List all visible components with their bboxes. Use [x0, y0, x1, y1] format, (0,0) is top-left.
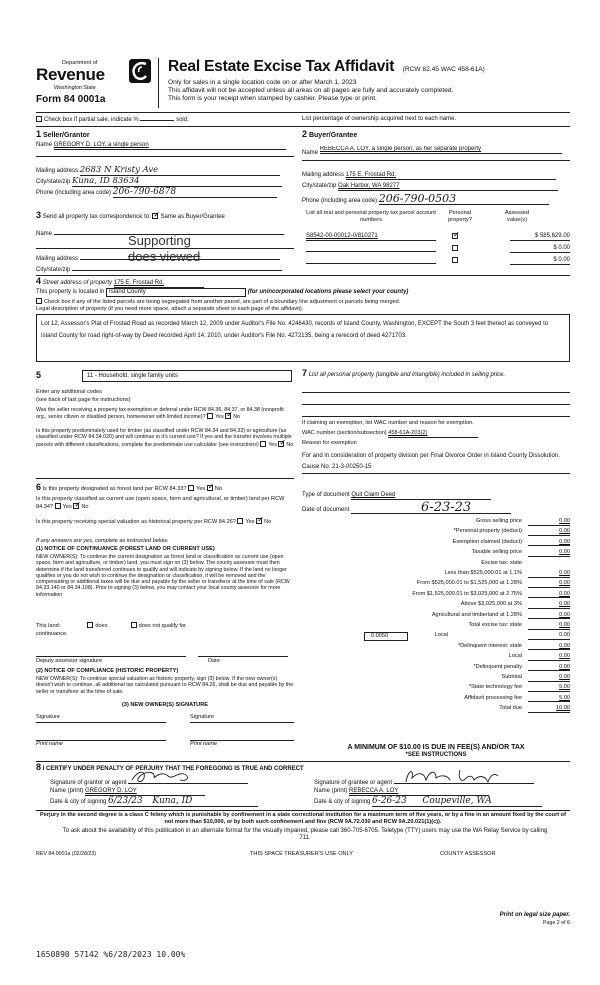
grantor-city: Kuna, ID: [152, 796, 193, 806]
partial-sold: sold.: [176, 117, 189, 123]
deputy-sig-label: Deputy assessor signature: [36, 658, 103, 664]
codes-line-1: Enter any additional codes: [36, 389, 102, 395]
sec3-csz-row: City/state/zip: [36, 265, 294, 274]
seller-mail-row: Mailing address 2683 N Kristy Ave: [36, 166, 294, 176]
fee-row: [302, 653, 570, 662]
fee-label: Excise tax: state: [481, 559, 522, 566]
seller-csz-field[interactable]: Kuna, ID 83634: [72, 177, 282, 187]
rev-code: REV 84 0001a (02/28/23): [36, 851, 97, 857]
fee-row: [302, 643, 570, 652]
fee-value[interactable]: 0.00: [528, 653, 570, 661]
land-does-checkbox[interactable]: [87, 622, 93, 628]
sec3-mail-row: Mailing address: [36, 254, 294, 263]
notice-3-heading: (3) NEW OWNER(S) SIGNATURE: [122, 702, 208, 708]
grantor-name-field[interactable]: GREGORY D. LOY: [85, 788, 205, 796]
seller-csz-row: City/state/zip Kuna, ID 83634: [36, 177, 294, 187]
revenue-logo: [36, 58, 154, 108]
current-use-no-checkbox[interactable]: [73, 503, 79, 509]
land-use-select[interactable]: 11 - Household, single family units: [82, 370, 292, 382]
legal-paper-note: Print on legal size paper.: [499, 912, 570, 918]
fee-row: [302, 674, 570, 683]
fee-label: From $525,000.01 to $1,525,000 at 1.28%: [416, 580, 522, 587]
seller-name-row: Name GREGORY D. LOY, a single person: [36, 142, 294, 150]
assessor-label: COUNTY ASSESSOR: [440, 851, 496, 857]
sec5-q1: Was the seller receiving a property tax exemption or deferral under RCW 84.36, 84.37, or 84.38 (nonprofit org., senior citizen or disabled person, homeowner with limited income)? Yes ✓ No: [36, 407, 294, 421]
form-rcw: (RCW 82.45 WAC 458-61A): [402, 66, 485, 73]
sec3-row: 3 Send all property tax correspondence to: ✓ Same as Buyer/Grantee: [36, 212, 225, 221]
partial-sale-blank[interactable]: [140, 120, 174, 121]
partial-sale-label: Check box if partial sale, indicate %: [44, 117, 139, 123]
grantee-name-row: Name (print) REBECCA A. LOY: [314, 788, 489, 796]
viewed-stamp: does viewed: [128, 249, 201, 264]
sec4-street-row: 4 Street address of property 175 E. Frostad Rd.: [36, 278, 204, 288]
forest-no-checkbox[interactable]: [207, 485, 213, 491]
notice-2-body: NEW OWNER(S): To continue special valuation as historic property, sign (3) below. If the new owner(s) doesn't wish to continue, all additional tax calculated pursuant to RCW 84.26, shall be due and payable by the seller or transferor at the time of sale.: [36, 676, 294, 695]
q2-yes-checkbox[interactable]: [260, 441, 266, 447]
recording-stamp: 1650890 57142 %6/28/2023 10.00%: [36, 950, 186, 959]
fee-label: Total due: [499, 705, 522, 712]
fee-row: [302, 695, 570, 704]
buyer-csz-row: City/state/zip Oak Harbor, WA 98277: [302, 183, 570, 191]
segregation-checkbox[interactable]: [36, 298, 42, 304]
fee-value[interactable]: 0.00: [528, 580, 570, 588]
local-rate-field[interactable]: 0.0050: [364, 632, 408, 641]
fee-value[interactable]: 5.00: [528, 684, 570, 692]
fee-label: From $1,525,000.01 to $3,025,000 at 2.75%: [412, 590, 522, 597]
logo-revenue: Revenue: [36, 65, 105, 84]
buyer-mail-field[interactable]: 175 E. Frostad Rd.: [346, 172, 556, 180]
owner-print-label-2: Print name: [190, 741, 218, 747]
fee-value[interactable]: 0.00: [528, 612, 570, 620]
sec6-q2: Is this property classified as current use (open space, farm and agricultural, or timber) land per RCW 84.34? Yes ✓ No: [36, 496, 294, 510]
legal-desc-label: Legal description of property (if you need more space, attach a separate sheet to each page of the affidavit).: [36, 306, 304, 312]
parcel-value[interactable]: $ 585,629.00: [510, 233, 570, 241]
sec6-q1: 6 Is this property designated as forest land per RCW 84.33? Yes ✓ No: [36, 484, 294, 493]
subtitle-1: Only for sales in a single location code on or after March 1, 2023: [168, 79, 357, 86]
historic-yes-checkbox[interactable]: [237, 518, 243, 524]
fee-label: Subtotal: [501, 674, 522, 680]
fee-value[interactable]: 0.00: [528, 664, 570, 672]
fee-value[interactable]: 0.00: [528, 591, 570, 599]
sec3-mail-field[interactable]: [80, 254, 280, 260]
title-block: [158, 58, 570, 108]
parcels-header-1: List all real and personal property tax parcel account numbers: [306, 210, 436, 223]
fee-label: Affidavit processing fee: [464, 694, 522, 701]
parcel-value[interactable]: $ 0.00: [510, 245, 570, 253]
parcel-row: [306, 233, 570, 242]
fee-label: Exemption claimed (deduct): [452, 538, 522, 545]
sec3-csz-field[interactable]: [72, 265, 282, 271]
grantee-signature-scribble: [402, 766, 502, 786]
owner-print-label-1: Print name: [36, 741, 64, 747]
logo-state: Washington State: [54, 85, 96, 91]
grantor-date: 6/23/23: [108, 796, 143, 806]
list-percentage-note: List percentage of ownership acquired next to each name.: [302, 116, 457, 122]
historic-no-checkbox[interactable]: [256, 518, 262, 524]
fee-label: Taxable selling price: [471, 549, 522, 556]
any-yes-note: If any answers are yes, complete as instructed below.: [36, 538, 169, 544]
grantor-date-row: Date & city of signing 6/23/23 Kuna, ID: [50, 798, 258, 807]
fee-row: [302, 612, 570, 621]
this-land-row: This land: does does not qualify for: [36, 623, 186, 629]
notice-1-body: NEW OWNER(S): To continue the current designation as forest land or classification as current use (open space, farm and agriculture, or timber) land, you must sign on (3) below. The county assessor must then determine if the land transferred continues to qualify and will indicate by signing below. If the land no longer qualifies or you do not wish to continue the designation or classification, it will be removed and the compensating or additional taxes will be due and payable by the seller or transferor at the time of sale (RCW 84.33.140 or 84.34.108). Prior to signing (3) below, you may contact your local county assessor for more information: [36, 554, 290, 598]
buyer-csz-field[interactable]: Oak Harbor, WA 98277: [338, 183, 558, 191]
parcel-row: [306, 257, 570, 266]
certify-row: 8 I CERTIFY UNDER PENALTY OF PERJURY THAT THE FOREGOING IS TRUE AND CORRECT: [36, 762, 304, 772]
grantor-name-row: Name (print) GREGORY D. LOY: [50, 788, 205, 796]
owner-sig-label-2: Signature: [190, 714, 214, 720]
local-value[interactable]: 0.00: [528, 632, 570, 640]
fee-label: *State technology fee: [468, 684, 522, 691]
local-label: Local: [434, 632, 448, 639]
fee-label: Total excise tax: state: [468, 622, 522, 628]
fee-label: Above $3,025,000 at 3%: [460, 601, 522, 608]
doc-type-field[interactable]: Quit Claim Deed: [351, 492, 491, 500]
form-number: Form 84 0001a: [36, 94, 106, 105]
owner-sig-label-1: Signature: [36, 714, 60, 720]
grantee-date-field[interactable]: [372, 798, 542, 807]
page-number: Page 2 of 6: [542, 920, 570, 926]
fee-label: Gross selling price: [475, 518, 522, 524]
logo-dept: Department of: [62, 60, 98, 66]
sec5-q2: Is this property predominately used for timber (as classified under RCW 84.34 and 84.33) or agriculture (as classified under RCW 84.34.020) and will continue in it's current use? If yes and the transfer involves multiple parcels with different classifications, complete the predominate use calculator (see instructions) Yes ✓ No: [36, 428, 294, 448]
buyer-heading: 2 Buyer/Grantee: [302, 129, 358, 139]
sec4-located-row: This property is located in Island County (for unincorporated locations please select your county): [36, 289, 409, 295]
fee-row: [302, 528, 570, 537]
fee-value[interactable]: 0.00: [528, 674, 570, 682]
fee-row: [302, 580, 570, 589]
grantee-date: 6-26-23: [372, 796, 407, 806]
notice-2-heading: (2) NOTICE OF COMPLIANCE (HISTORIC PROPERTY): [36, 668, 179, 674]
fee-row: [302, 664, 570, 673]
grantee-signature[interactable]: [394, 776, 534, 784]
fee-value[interactable]: 0.00: [528, 570, 570, 578]
minimum-notice: A MINIMUM OF $10.00 IS DUE IN FEE(S) AND/OR TAX: [347, 744, 525, 751]
fee-value[interactable]: 0.00: [528, 601, 570, 609]
buyer-name-row: Name REBECCA A. LOY, a single person, as her separate property: [302, 146, 570, 157]
form-title: Real Estate Excise Tax Affidavit: [168, 58, 395, 75]
fee-row: [302, 560, 570, 569]
fee-row: [302, 539, 570, 548]
fee-row: [302, 601, 570, 610]
grantee-name-field[interactable]: REBECCA A. LOY: [349, 788, 489, 796]
sec6-q3: Is this property receiving special valuation as historical property per RCW 84.26? Yes ✓ No: [36, 518, 294, 526]
fee-value[interactable]: 5.00: [528, 695, 570, 703]
sec7-row: 7 List all personal property (tangible and intangible) included in selling price.: [302, 368, 506, 378]
county-select[interactable]: Island County: [106, 288, 246, 297]
doc-date-field[interactable]: 6-23-23: [351, 503, 511, 514]
parcel-row: [306, 245, 570, 254]
fee-value[interactable]: 0.00: [528, 643, 570, 651]
fee-row: [302, 622, 570, 631]
fee-label: Agricultural and timberland at 1.28%: [431, 611, 522, 618]
grantor-signature[interactable]: [128, 776, 248, 784]
doc-date-row: Date of document 6-23-23: [302, 503, 511, 514]
fee-row: [302, 570, 570, 579]
alt-format-notice: To ask about the availability of this publication in an alternate format for the visually impaired, please call 360-705-6705. Teletype (TTY) users may use the WA Relay Service by calling 711.: [62, 828, 548, 841]
fee-label: *Personal property (deduct): [453, 528, 522, 535]
q2-no-checkbox[interactable]: [278, 441, 284, 447]
fee-value[interactable]: 10.00: [528, 705, 570, 713]
grantor-signature-scribble: [128, 768, 198, 786]
buyer-phone-field[interactable]: 206-790-0503: [379, 194, 549, 205]
doc-type-row: Type of document Quit Claim Deed: [302, 492, 491, 500]
forest-yes-checkbox[interactable]: [188, 485, 194, 491]
personal-property-checkbox[interactable]: [452, 257, 458, 263]
subtitle-2: This affidavit will not be accepted unless all areas on all pages are fully and accurately completed.: [168, 86, 454, 94]
fee-label: Less than $525,000.01 at 1.1%: [444, 570, 522, 576]
seller-mail-field[interactable]: 2683 N Kristy Ave: [80, 166, 280, 176]
q1-no-checkbox[interactable]: [225, 413, 231, 419]
supporting-stamp: Supporting: [128, 233, 191, 248]
fee-value[interactable]: 0.00: [528, 622, 570, 630]
grantee-date-row: Date & city of signing 6-26-23 Coupeville, WA: [314, 798, 542, 807]
buyer-name-field[interactable]: REBECCA A. LOY, a single person, as her separate property: [320, 146, 562, 154]
sec5-num: 5: [36, 370, 42, 380]
perjury-notice: Perjury in the second degree is a class C felony which is punishable by confinement in a state correctional institution for a maximum term of five years, or by a fine in an amount fixed by the court of not more than $10,000, or by both such confinement and fine (RCW 9A.72.030 and RCW 9A.20.021(1)(c)).: [40, 812, 566, 825]
parcel-value[interactable]: $ 0.00: [510, 257, 570, 265]
fee-row: [302, 705, 570, 714]
fee-label: Local: [508, 653, 522, 660]
grantor-sig-row: Signature of grantor or agent: [50, 776, 248, 787]
seller-phone-field[interactable]: 206-790-6878: [113, 188, 277, 198]
fee-row: [302, 549, 570, 558]
subtitle-3: This form is your receipt when stamped by cashier. Please type or print.: [168, 94, 377, 102]
grantor-date-field[interactable]: [108, 798, 258, 807]
personal-property-checkbox[interactable]: [452, 233, 458, 239]
fee-value[interactable]: 0.00: [528, 518, 570, 526]
land-does-not-checkbox[interactable]: [131, 622, 137, 628]
wac-row: WAC number (section/subsection) 458-61A-203(2): [302, 430, 478, 438]
fee-row: [302, 684, 570, 693]
current-use-yes-checkbox[interactable]: [55, 503, 61, 509]
seller-phone-row: Phone (including area code) 206-790-6878: [36, 188, 294, 198]
parcel-number[interactable]: [306, 245, 436, 252]
segregation-row: Check box if any of the listed parcels are being segregated from another parcel, are part of a boundary line adjustment or parcels being merged.: [36, 298, 400, 306]
exempt-intro: If claiming an exemption, list WAC number and reason for exemption.: [302, 420, 474, 426]
codes-line-2: (see back of last page for instructions): [36, 397, 131, 403]
deputy-date-label: Date: [208, 658, 220, 664]
parcels-header-2: Personal property?: [448, 210, 472, 223]
seller-name-field[interactable]: GREGORY D. LOY, a single person: [54, 142, 286, 150]
grantee-city: Coupeville, WA: [422, 796, 492, 806]
reason-field[interactable]: For and in consideration of property division per Final Divorce Order in Island County Dissolution, Cause No. 21-3-00250-15: [302, 453, 560, 470]
buyer-mail-row: Mailing address 175 E. Frostad Rd.: [302, 172, 570, 180]
same-as-buyer-checkbox[interactable]: [152, 213, 158, 219]
fee-value[interactable]: 0.00: [528, 528, 570, 536]
buyer-phone-row: Phone (including area code) 206-790-0503: [302, 194, 570, 205]
fee-value[interactable]: 0.00: [528, 539, 570, 547]
fee-label: *Delinquent interest: state: [457, 642, 522, 649]
revenue-swirl-icon: [128, 58, 152, 84]
fee-label: *Delinquent penalty: [473, 663, 522, 670]
fee-value[interactable]: 0.00: [528, 549, 570, 557]
parcels-header-3: Assessed value(s): [504, 210, 530, 223]
partial-sale-row: [36, 116, 189, 124]
legal-description-field[interactable]: Lot 12, Assessor's Plat of Frostad Road as recorded March 12, 2009 under Auditor's File No. 4246430, records of Island County, Washington, EXCEPT the South 3 feet thereof as conveyed to Island County for road right-of-way by Deed recorded April 14, 2010, under Auditor's File No. 4272135, being a rerecord of deed 4271703.: [36, 314, 570, 362]
q1-yes-checkbox[interactable]: [207, 413, 213, 419]
wac-field[interactable]: 458-61A-203(2): [388, 430, 478, 438]
reason-label: Reason for exemption: [302, 440, 357, 446]
notice-1-heading: (1) NOTICE OF CONTINUANCE (FOREST LAND OR CURRENT USE): [36, 546, 215, 552]
fee-row: [302, 591, 570, 600]
sec3-name-row: Name: [36, 229, 294, 238]
parcel-number[interactable]: S8542-00-00012-0/810271: [306, 233, 436, 241]
grantee-sig-row: Signature of grantee or agent: [314, 776, 534, 787]
see-instructions: *SEE INSTRUCTIONS: [405, 752, 467, 758]
parcel-number[interactable]: [306, 257, 436, 264]
partial-sale-checkbox[interactable]: [36, 116, 42, 122]
personal-property-checkbox[interactable]: [452, 245, 458, 251]
seller-heading: 1 Seller/Grantor: [36, 129, 90, 139]
treasurer-label: THIS SPACE TREASURER'S USE ONLY: [250, 851, 354, 857]
continuance-label: continuance.: [36, 631, 68, 637]
street-field[interactable]: 175 E. Frostad Rd.: [114, 280, 204, 288]
fee-row: [302, 518, 570, 527]
